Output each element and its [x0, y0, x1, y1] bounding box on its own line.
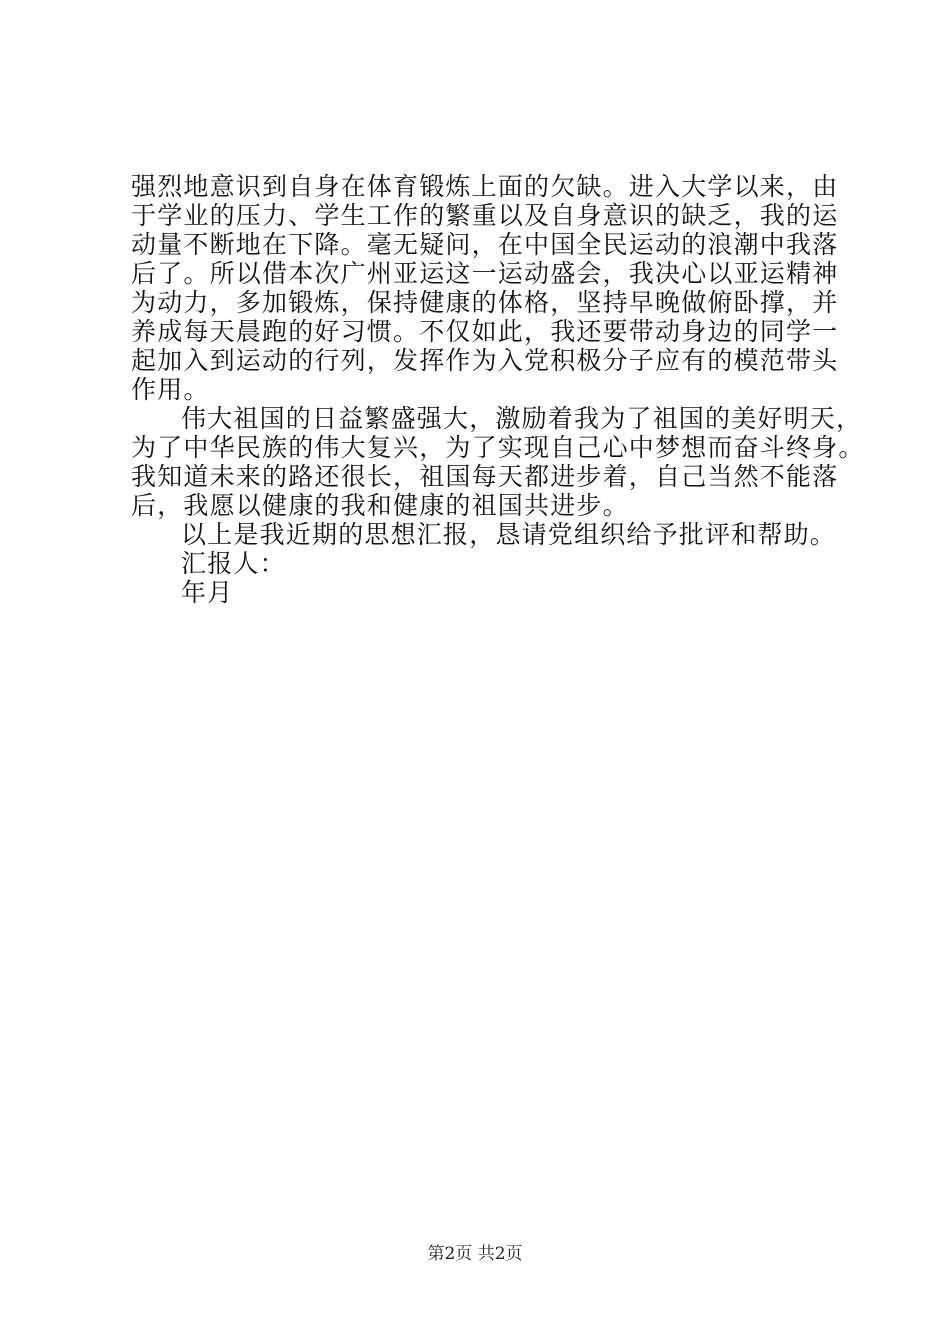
closing-statement: 以上是我近期的思想汇报，恳请党组织给予批评和帮助。 — [181, 520, 837, 549]
text-line: 强烈地意识到自身在体育锻炼上面的欠缺。进入大学以来，由 — [131, 172, 839, 201]
text-line: 作用。 — [131, 375, 210, 404]
text-line: 起加入到运动的行列，发挥作为入党积极分子应有的模范带头 — [131, 346, 839, 375]
paragraph-fitness-resolution — [131, 172, 851, 404]
text-line: 为动力，多加锻炼，保持健康的体格，坚持早晚做俯卧撑，并 — [131, 288, 839, 317]
reporter-label: 汇报人： — [181, 549, 286, 578]
text-line: 养成每天晨跑的好习惯。不仅如此，我还要带动身边的同学一 — [131, 317, 839, 346]
text-line: 于学业的压力、学生工作的繁重以及自身意识的缺乏，我的运 — [131, 201, 839, 230]
text-line: 后了。所以借本次广州亚运这一运动盛会，我决心以亚运精神 — [131, 259, 839, 288]
text-line: 伟大祖国的日益繁盛强大，激励着我为了祖国的美好明天， — [181, 404, 863, 433]
date-label: 年月 — [181, 578, 234, 607]
paragraph-motherland — [131, 404, 865, 520]
text-line: 为了中华民族的伟大复兴，为了实现自己心中梦想而奋斗终身。 — [131, 433, 865, 462]
text-line: 后，我愿以健康的我和健康的祖国共进步。 — [131, 491, 629, 520]
page-number-footer: 第2页 共2页 — [427, 1244, 523, 1264]
text-line: 我知道未来的路还很长，祖国每天都进步着，自己当然不能落 — [131, 462, 839, 491]
document-body — [131, 172, 865, 607]
text-line: 动量不断地在下降。毫无疑问，在中国全民运动的浪潮中我落 — [131, 230, 839, 259]
